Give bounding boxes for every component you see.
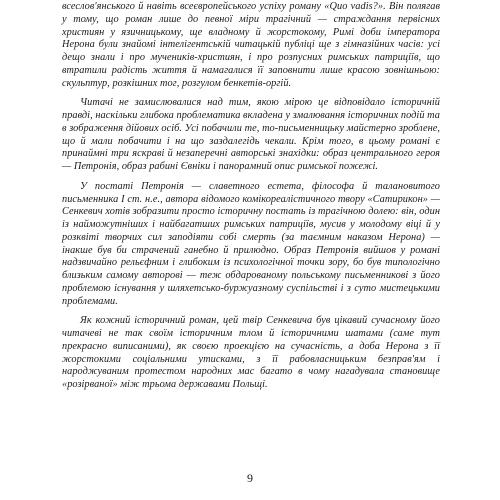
- paragraph-gap: [62, 308, 440, 315]
- paragraph-gap: [62, 174, 440, 181]
- paragraph-2: Читачі не замислювалися над тим, якою мірою це відповідало історичній правді, наскільки глибока проблематика вкладена у змалювання історичних подій та в зображення дійових осіб. Усі побачили те, то-письменницьку майстерно зроблене, що й мали побачити і на що заздалегідь чекали. Крім того, в цьому романі є принаймні три яскраві й незаперечні авторські знахідки: образ центрального героя — Петронія, образ рабині Євніки і панорамний опис римської пожежі.: [62, 97, 440, 172]
- page-number: 9: [247, 471, 253, 485]
- paragraph-1: всеслов'янського й навіть всеєвропейського успіху роману «Quo vadis?». Він полягав у тому, що роман лише до певної міри трагічний — страждання первісних християн у язичницькому, ще владному й жорстокому, Римі доби імператора Нерона були знайомі інтелігентській читацькій публіці ще з гімназійних часів: усі дещо знали і про мучеників-християн, і про розпусних римських патриціїв, що втратили радість життя й намагалися її заповнити лише красою зовнішньою: скульптур, розкішних тог, розгулом бенкетів-оргій.: [62, 1, 440, 89]
- body-text: [62, 1, 440, 392]
- paragraph-4: Як кожний історичний роман, цей твір Сенкевича був цікавий сучасному його читачеві не так своїм історичним тлом й історичними шатами (саме тут прекрасно виписаними), як своєю проекцією на сучасність, а доба Нерона з її жорстокими соціальними утисками, з її рабовласницьким безправ'ям і народжуваним протестом народних мас багато в чому нагадувала становище «розірваної» між трьома державами Польщі.: [62, 315, 440, 390]
- paragraph-gap: [62, 90, 440, 97]
- paragraph-3: У постаті Петронія — славетного естета, філософа й талановитого письменника І ст. н.е., автора відомого комікореалістичного твору «Сатирикон» — Сенкевич хотів зобразити просто історичну постать із трагічною долею: він, один із найможутніших і найбагатших римських патриціїв, мусив у молодому віці й у розквіті творчих сил заподіяти собі смерть (за таємним наказом Нерона) — інакше був би страчений ганебно й прилюдно. Образ Петронія вийшов у романі надзвичайно рельєфним і глибоким із психологічної точки зору, бо був типологічно близьким самому авторові — теж обдарованому польському письменникові з його проблемою існування у шляхетсько-буржуазному суспільстві і з суто мистецькими проблемами.: [62, 180, 440, 307]
